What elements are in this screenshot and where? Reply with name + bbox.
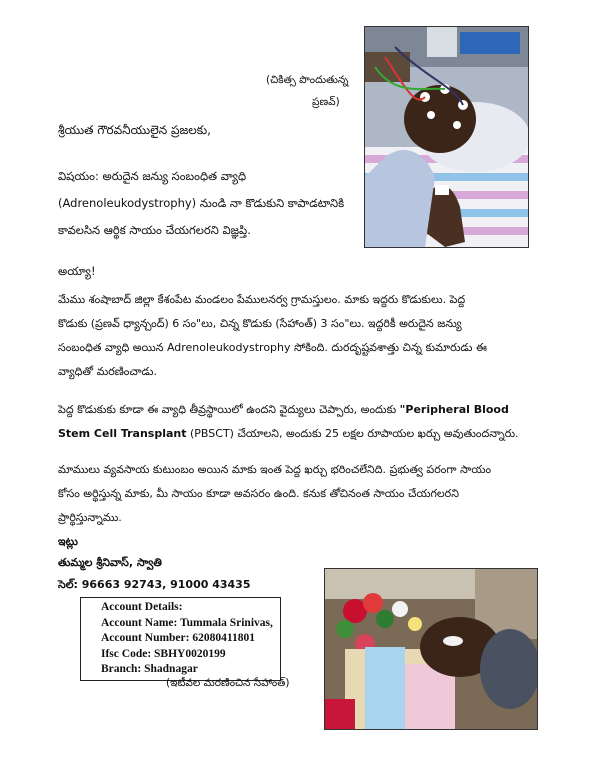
para1-line1: మేము శంషాబాద్ జిల్లా కేశంపేట మండలం పేములనర్వ గ్రామస్తులం. మాకు ఇద్దరు కొడుకులు. పెద్ద: [58, 293, 466, 306]
closing-phone: సెల్: 96663 92743, 91000 43435: [58, 578, 251, 591]
photo-pranav-treatment: [364, 26, 529, 248]
account-ifsc: Ifsc Code: SBHY0020199: [101, 647, 226, 660]
para3-line3: ప్రార్థిస్తున్నాము.: [58, 511, 122, 524]
closing-itlu: ఇట్లు: [58, 535, 78, 548]
subject-line2: (Adrenoleukodystrophy) నుండి నా కొడుకుని కాపాడటానికి: [58, 196, 345, 210]
para2-line2: [58, 422, 519, 445]
para3-line2: కోసం అర్థిస్తున్న మాకు, మీ సాయం కూడా అవసరం ఉంది. కనుక తోచినంత సాయం చేయగలరని: [58, 487, 459, 500]
para1-line4: వ్యాధితో మరణించాడు.: [58, 365, 157, 378]
caption-bottom: (ఇటీవల మరణించిన సేహాంత్): [166, 677, 290, 689]
para2-line1-text: పెద్ద కొడుకుకు కూడా ఈ వ్యాధి తీవ్రస్థాయిలో ఉందని వైద్యులు చెప్పారు, అందుకు: [58, 403, 400, 416]
account-name: Account Name: Tummala Srinivas,: [101, 616, 273, 629]
para1-line3: సంబంధిత వ్యాధి అయిన Adrenoleukodystrophy సోకింది. దురదృష్టవశాత్తు చిన్న కుమారుడు ఈ: [58, 341, 487, 354]
greeting: అయ్యా!: [58, 264, 96, 278]
salutation: శ్రీయుత గౌరవనీయులైన ప్రజలకు,: [58, 123, 211, 137]
account-heading: Account Details:: [101, 601, 183, 613]
photo-sehanth-illustration: [325, 569, 537, 729]
subject-line3: కావలసిన ఆర్థిక సాయం చేయగలరని విజ్ఞప్తి.: [58, 223, 251, 237]
para1-line2: కొడుకు (ప్రణవ్ ధ్యాన్చంద్) 6 సం"లు, చిన్న కొడుకు (సేహాంత్) 3 సం"లు. ఇద్దరికీ అరుదైన జన్యు: [58, 317, 462, 330]
photo-sehanth: [324, 568, 538, 730]
para2-line2-bold: Stem Cell Transplant: [58, 427, 187, 440]
para2-line1: [58, 398, 509, 421]
para2-line1-bold: "Peripheral Blood: [399, 403, 509, 416]
subject-line1: విషయం: అరుదైన జన్యు సంబంధిత వ్యాధి: [58, 169, 247, 183]
caption-top-line2: ప్రణవ్): [312, 96, 340, 108]
account-number: Account Number: 62080411801: [101, 632, 255, 644]
account-branch: Branch: Shadnagar: [101, 663, 198, 675]
photo-pranav-illustration: [365, 27, 528, 247]
para2-line2-text: (PBSCT) చేయాలని, అందుకు 25 లక్షల రూపాయల ఖర్చు అవుతుందన్నారు.: [186, 427, 519, 440]
closing-names: తుమ్మల శ్రీనివాస్, స్వాతి: [58, 556, 162, 569]
para3-line1: మాములు వ్యవసాయ కుటుంబం అయిన మాకు ఇంత పెద్ద ఖర్చు భరించలేనిది. ప్రభుత్వ పరంగా సాయం: [58, 463, 492, 476]
account-details-box: [80, 597, 281, 681]
caption-top-line1: (చికిత్స పొందుతున్న: [266, 74, 349, 86]
